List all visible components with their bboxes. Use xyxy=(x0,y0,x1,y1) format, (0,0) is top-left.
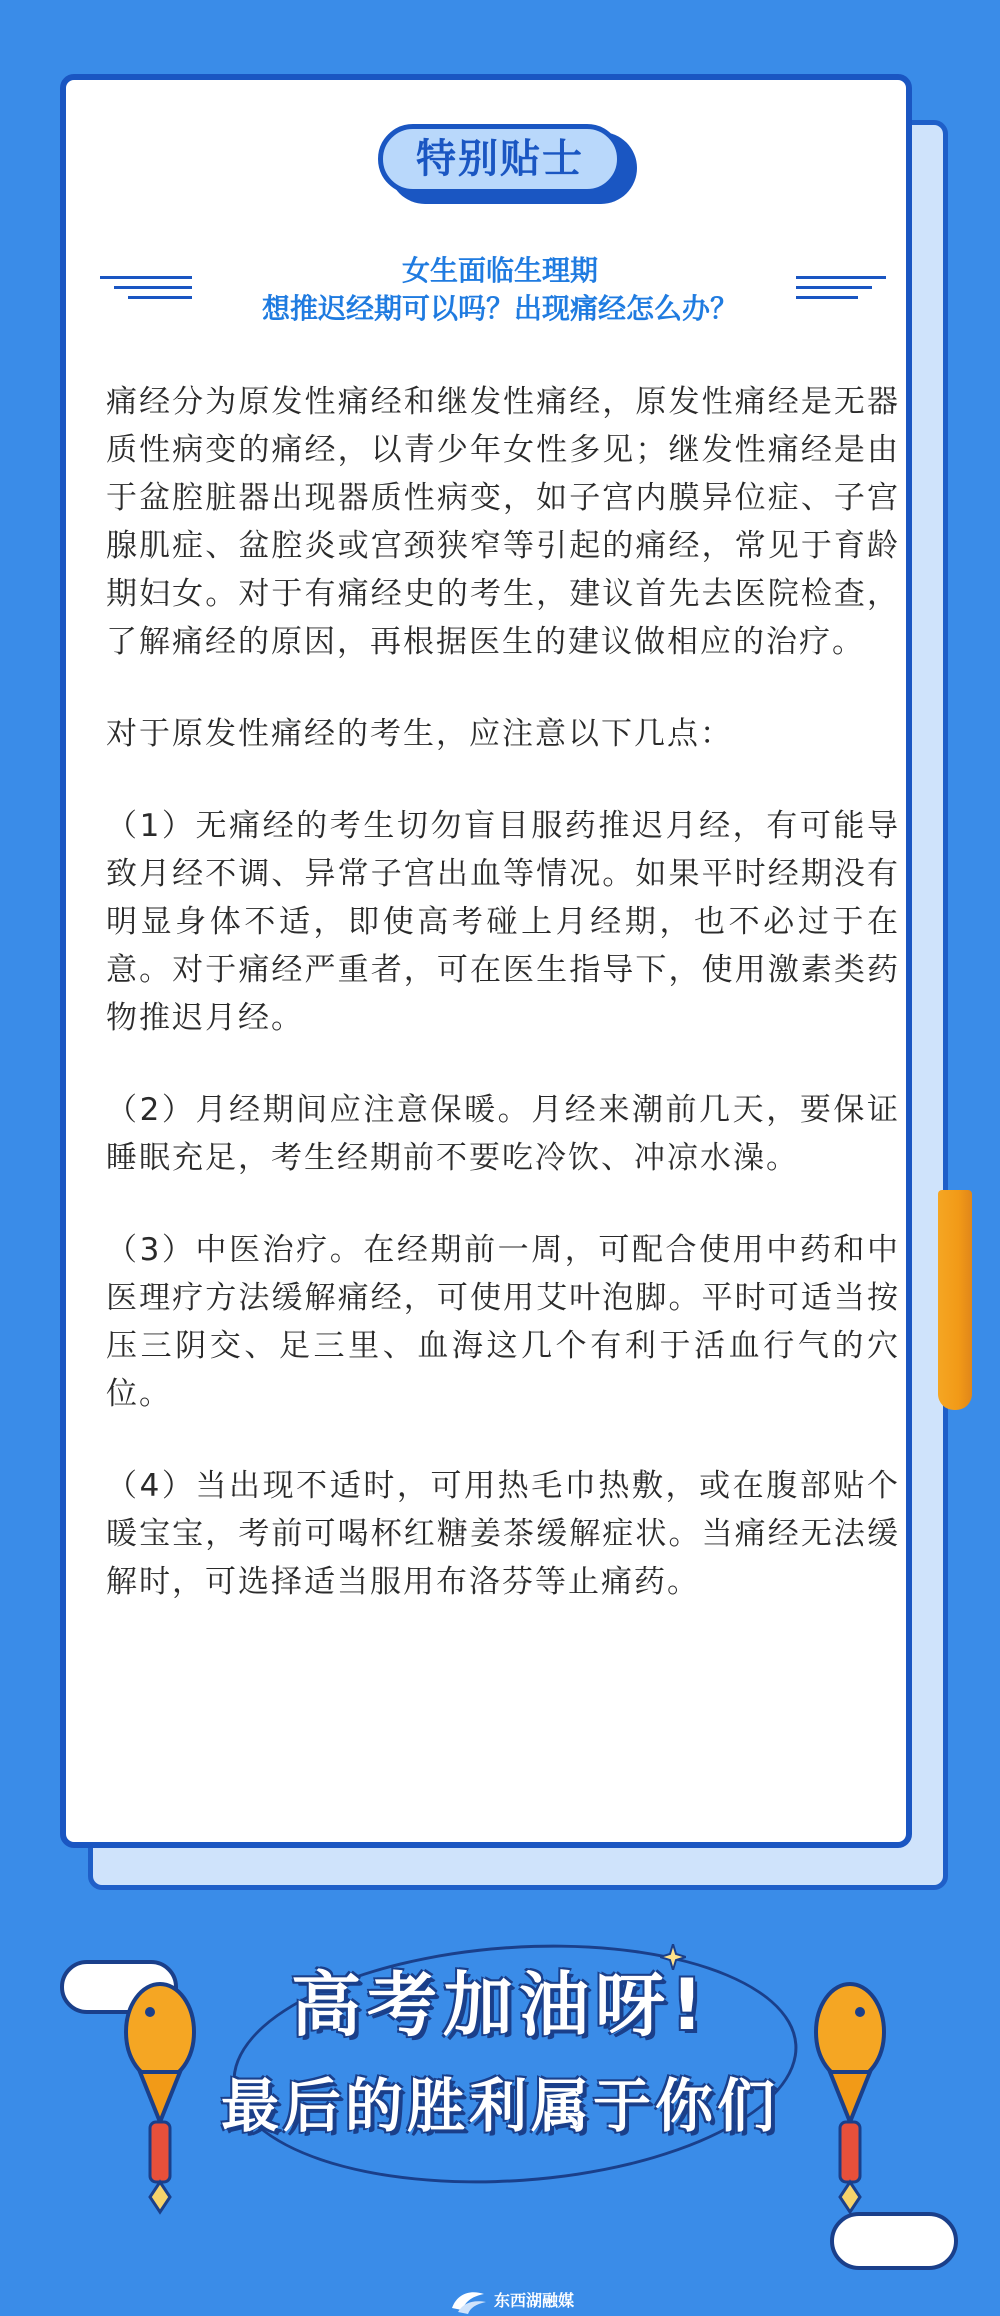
paragraph: （2）月经期间应注意保暖。月经来潮前几天，要保证睡眠充足，考生经期前不要吃冷饮、冲凉水澡。 xyxy=(106,1092,900,1176)
paragraph: （3）中医治疗。在经期前一周，可配合使用中药和中医理疗方法缓解痛经，可使用艾叶泡脚。平时可适当按压三阴交、足三里、血海这几个有利于活血行气的穴位。 xyxy=(106,1232,900,1412)
paragraph: 痛经分为原发性痛经和继发性痛经，原发性痛经是无器质性病变的痛经，以青少年女性多见；继发性痛经是由于盆腔脏器出现器质性病变，如子宫内膜异位症、子宫腺肌症、盆腔炎或宫颈狭窄等引起的痛经，常见于育龄期妇女。对于有痛经史的考生，建议首先去医院检查，了解痛经的原因，再根据医生的建议做相应的治疗。 xyxy=(106,384,900,660)
slogan-line-2: 最后的胜利属于你们 xyxy=(220,2072,779,2140)
subtitle-line-1: 女生面临生理期 xyxy=(401,254,598,287)
paragraph: 对于原发性痛经的考生，应注意以下几点： xyxy=(106,716,733,752)
footer-logo xyxy=(448,2286,574,2316)
slogan-line-1: 高考加油呀! xyxy=(291,1964,709,2046)
brand-logo-icon xyxy=(448,2288,488,2314)
subtitle-line-2: 想推迟经期可以吗？出现痛经怎么办？ xyxy=(261,292,738,325)
paragraph: （4）当出现不适时，可用热毛巾热敷，或在腹部贴个暖宝宝，考前可喝杯红糖姜茶缓解症状。当痛经无法缓解时，可选择适当服用布洛芬等止痛药。 xyxy=(106,1468,900,1600)
pencil-decoration xyxy=(938,1190,972,1410)
article-body xyxy=(106,378,900,1650)
paragraph: （1）无痛经的考生切勿盲目服药推迟月经，有可能导致月经不调、异常子宫出血等情况。如果平时经期没有明显身体不适，即使高考碰上月经期，也不必过于在意。对于痛经严重者，可在医生指导下，使用激素类药物推迟月经。 xyxy=(106,808,900,1036)
brand-name: 东西湖融媒 xyxy=(494,2291,575,2310)
tips-badge: 特别贴士 xyxy=(378,124,622,194)
